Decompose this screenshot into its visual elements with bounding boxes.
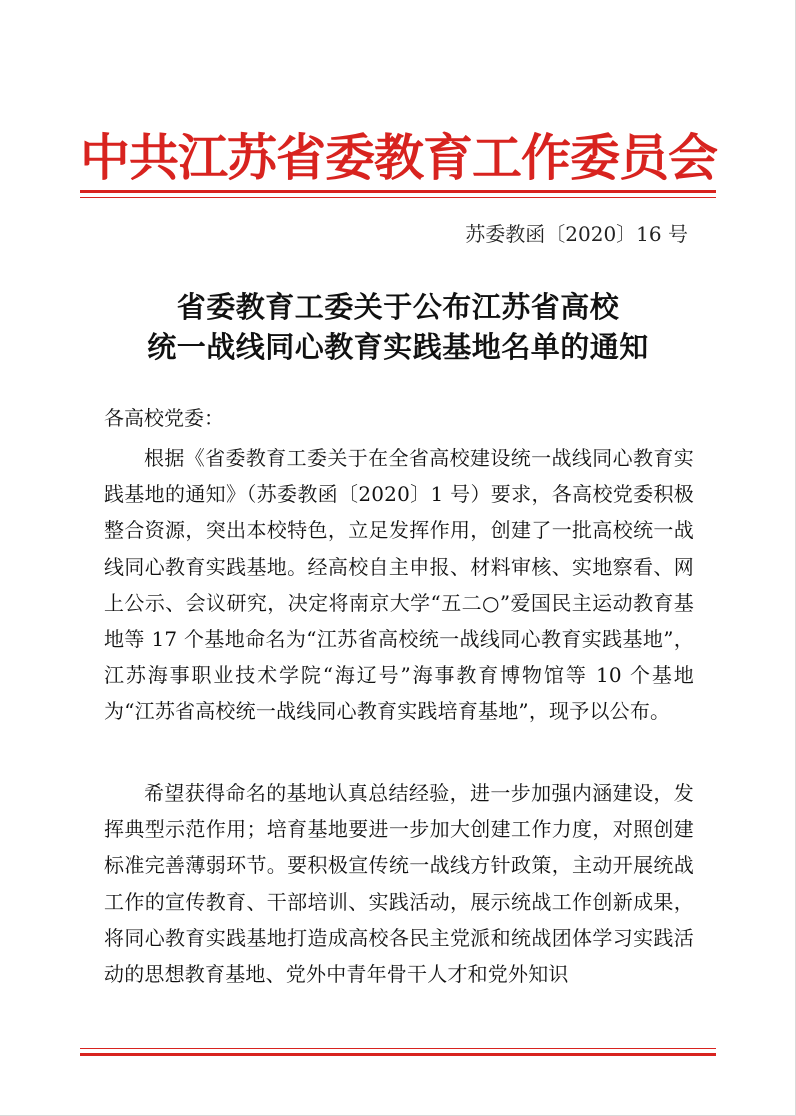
salutation: 各高校党委： bbox=[104, 406, 224, 430]
notice-title-line-2: 统一战线同心教育实践基地名单的通知 bbox=[147, 330, 649, 364]
footer-red-rule-thin bbox=[80, 1048, 716, 1049]
header-red-rule-thick bbox=[80, 190, 716, 193]
footer-red-rule-thick bbox=[80, 1053, 716, 1056]
issuing-authority-header: 中共江苏省委教育工作委员会 bbox=[80, 129, 717, 187]
notice-title-line-1: 省委教育工委关于公布江苏省高校 bbox=[176, 290, 620, 324]
body-paragraph-2: 希望获得命名的基地认真总结经验，进一步加强内涵建设，发挥典型示范作用；培育基地要进一步加大创建工作力度，对照创建标准完善薄弱环节。要积极宣传统一战线方针政策，主动开展统战工作的宣传教育、干部培训、实践活动，展示统战工作创新成果，将同心教育实践基地打造成高校各民主党派和统战团体学习实践活动的思想教育基地、党外中青年骨干人才和党外知识 bbox=[104, 781, 694, 987]
body-paragraph-1: 根据《省委教育工委关于在全省高校建设统一战线同心教育实践基地的通知》（苏委教函〔2020〕1 号）要求，各高校党委积极整合资源，突出本校特色，立足发挥作用，创建了一批高校统一战线同心教育实践基地。经高校自主申报、材料审核、实地察看、网上公示、会议研究，决定将南京大学“五二○”爱国民主运动教育基地等 17 个基地命名为“江苏省高校统一战线同心教育实践基地”，江苏海事职业技术学院“海辽号”海事教育博物馆等 10 个基地为“江苏省高校统一战线同心教育实践培育基地”，现予以公布。 bbox=[104, 446, 694, 724]
document-number: 苏委教函〔2020〕16 号 bbox=[465, 222, 688, 246]
header-red-rule-thin bbox=[80, 197, 716, 198]
